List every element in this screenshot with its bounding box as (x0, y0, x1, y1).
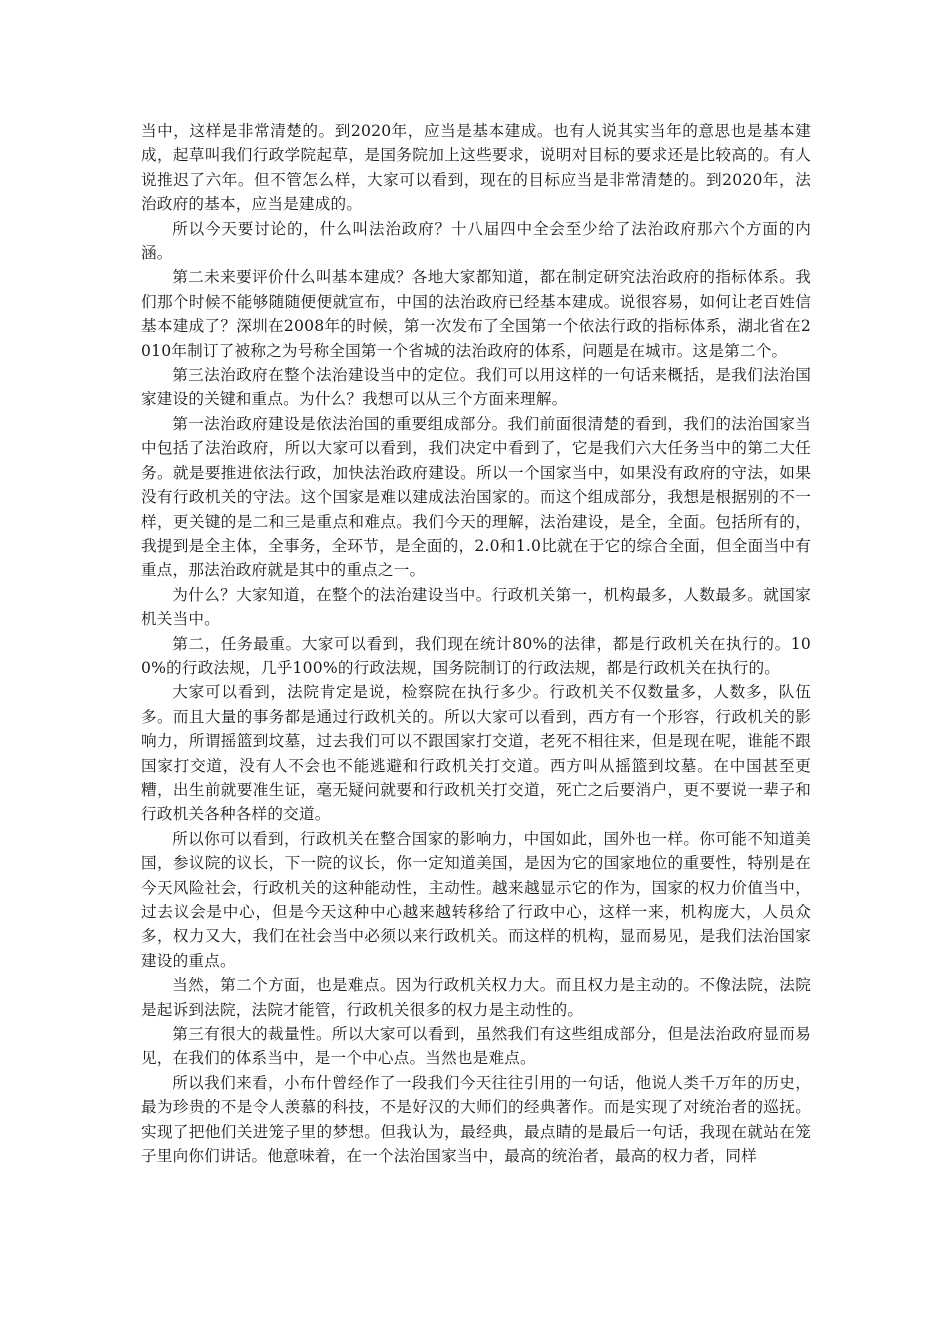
paragraph: 当中，这样是非常清楚的。到2020年，应当是基本建成。也有人说其实当年的意思也是基本建成，起草叫我们行政学院起草，是国务院加上这些要求，说明对目标的要求还是比较高的。有人说推迟了六年。但不管怎么样，大家可以看到，现在的目标应当是非常清楚的。到2020年，法治政府的基本，应当是建成的。 (141, 122, 811, 214)
paragraph: 为什么？大家知道，在整个的法治建设当中。行政机关第一，机构最多，人数最多。就国家机关当中。 (141, 585, 811, 629)
paragraph: 第一法治政府建设是依法治国的重要组成部分。我们前面很清楚的看到，我们的法治国家当中包括了法治政府，所以大家可以看到，我们决定中看到了，它是我们六大任务当中的第二大任务。就是要推进依法行政，加快法治政府建设。所以一个国家当中，如果没有政府的守法，如果没有行政机关的守法。这个国家是难以建成法治国家的。而这个组成部分，我想是根据别的不一样，更关键的是二和三是重点和难点。我们今天的理解，法治建设，是全，全面。包括所有的，我提到是全主体，全事务，全环节，是全面的，2.0和1.0比就在于它的综合全面，但全面当中有重点，那法治政府就是其中的重点之一。 (141, 414, 811, 580)
paragraph: 第三法治政府在整个法治建设当中的定位。我们可以用这样的一句话来概括，是我们法治国家建设的关键和重点。为什么？我想可以从三个方面来理解。 (141, 366, 811, 409)
paragraph: 所以我们来看，小布什曾经作了一段我们今天往往引用的一句话，他说人类千万年的历史，最为珍贵的不是令人羡慕的科技，不是好汉的大师们的经典著作。而是实现了对统治者的巡抚。实现了把他们关进笼子里的梦想。但我认为，最经典，最点睛的是最后一句话，我现在就站在笼子里向你们讲话。他意味着，在一个法治国家当中，最高的统治者，最高的权力者，同样 (141, 1073, 811, 1166)
document-body (141, 119, 811, 1168)
paragraph: 第三有很大的裁量性。所以大家可以看到，虽然我们有这些组成部分，但是法治政府显而易见，在我们的体系当中，是一个中心点。当然也是难点。 (141, 1025, 811, 1068)
paragraph: 第二，任务最重。大家可以看到，我们现在统计80%的法律，都是行政机关在执行的。100%的行政法规，几乎100%的行政法规，国务院制订的行政法规，都是行政机关在执行的。 (141, 634, 811, 677)
paragraph: 所以今天要讨论的，什么叫法治政府？十八届四中全会至少给了法治政府那六个方面的内涵。 (141, 219, 811, 263)
paragraph: 所以你可以看到，行政机关在整合国家的影响力，中国如此，国外也一样。你可能不知道美国，参议院的议长，下一院的议长，你一定知道美国，是因为它的国家地位的重要性，特别是在今天风险社会，行政机关的这种能动性，主动性。越来越显示它的作为，国家的权力价值当中，过去议会是中心，但是今天这种中心越来越转移给了行政中心，这样一来，机构庞大，人员众多，权力又大，我们在社会当中必须以来行政机关。而这样的机构，显而易见，是我们法治国家建设的重点。 (141, 829, 811, 970)
paragraph: 大家可以看到，法院肯定是说，检察院在执行多少。行政机关不仅数量多，人数多，队伍多。而且大量的事务都是通过行政机关的。所以大家可以看到，西方有一个形容，行政机关的影响力，所谓摇篮到坟墓，过去我们可以不跟国家打交道，老死不相往来，但是现在呢，谁能不跟国家打交道，没有人不会也不能逃避和行政机关打交道。西方叫从摇篮到坟墓。在中国甚至更糟，出生前就要准生证，毫无疑问就要和行政机关打交道，死亡之后要消户，更不要说一辈子和行政机关各种各样的交道。 (141, 683, 811, 824)
paragraph: 第二未来要评价什么叫基本建成？各地大家都知道，都在制定研究法治政府的指标体系。我们那个时候不能够随随便便就宣布，中国的法治政府已经基本建成。说很容易，如何让老百姓信基本建成了？深圳在2008年的时候，第一次发布了全国第一个依法行政的指标体系，湖北省在2010年制订了被称之为号称全国第一个省城的法治政府的体系，问题是在城市。这是第二个。 (141, 268, 811, 360)
paragraph: 当然，第二个方面，也是难点。因为行政机关权力大。而且权力是主动的。不像法院，法院是起诉到法院，法院才能管，行政机关很多的权力是主动性的。 (141, 976, 811, 1019)
